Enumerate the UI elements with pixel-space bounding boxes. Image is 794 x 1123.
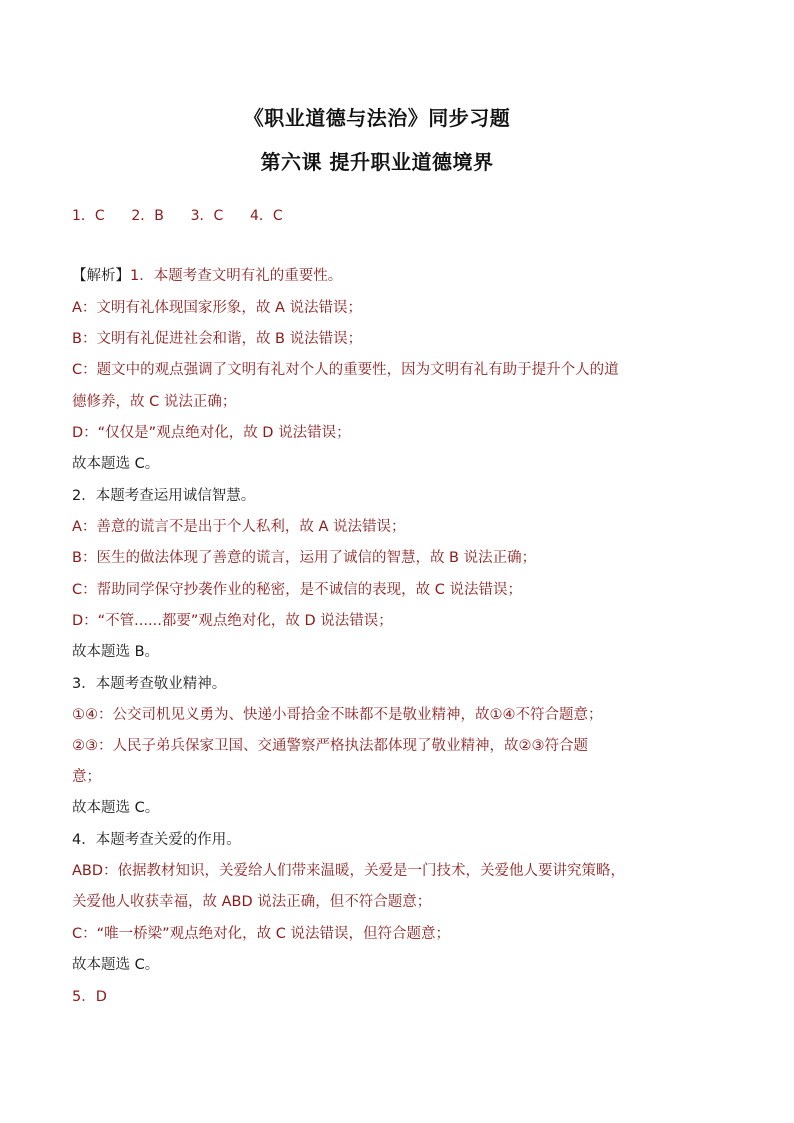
q4-option-c: C：“唯一桥梁”观点绝对化，故 C 说法错误，但符合题意； (72, 926, 450, 942)
q4-heading: 4．本题考查关爱的作用。 (72, 832, 241, 848)
q1-option-d: D：“仅仅是”观点绝对化，故 D 说法错误； (72, 425, 351, 441)
q1-head-text: 1．本题考查文明有礼的重要性。 (130, 268, 343, 284)
q2-option-d: D：“不管......都要”观点绝对化，故 D 说法错误； (72, 613, 393, 629)
q1-option-b: B：文明有礼促进社会和谐，故 B 说法错误； (72, 331, 363, 347)
q3-line2: ②③：人民子弟兵保家卫国、交通警察严格执法都体现了敬业精神，故②③符合题 (72, 738, 588, 754)
q5-answer: 5．D (72, 989, 107, 1005)
document-title: 《职业道德与法治》同步习题 (243, 106, 511, 130)
q1-option-c-line1: C：题文中的观点强调了文明有礼对个人的重要性，因为文明有礼有助于提升个人的道 (72, 362, 619, 378)
q3-heading: 3．本题考查敬业精神。 (72, 676, 227, 692)
q2-option-c: C：帮助同学保守抄袭作业的秘密，是不诚信的表现，故 C 说法错误； (72, 582, 522, 598)
q2-option-a: A：善意的谎言不是出于个人私利，故 A 说法错误； (72, 519, 406, 535)
q3-line3: 意； (72, 769, 101, 785)
q1-conclusion: 故本题选 C。 (72, 456, 160, 472)
lesson-subtitle: 第六课 提升职业道德境界 (260, 150, 494, 174)
q2-option-b: B：医生的做法体现了善意的谎言，运用了诚信的智慧，故 B 说法正确； (72, 550, 537, 566)
q2-conclusion: 故本题选 B。 (72, 644, 160, 660)
q1-option-a: A：文明有礼体现国家形象，故 A 说法错误； (72, 300, 363, 316)
q2-heading: 2．本题考查运用诚信智慧。 (72, 488, 256, 504)
q3-line1: ①④：公交司机见义勇为、快递小哥拾金不昧都不是敬业精神，故①④不符合题意； (72, 707, 603, 723)
q4-abd-line1: ABD：依据教材知识，关爱给人们带来温暖，关爱是一门技术，关爱他人要讲究策略， (72, 863, 626, 879)
analysis-label: 【解析】 (72, 268, 130, 284)
q1-heading (72, 266, 342, 286)
q3-conclusion: 故本题选 C。 (72, 800, 160, 816)
q1-option-c-line2: 德修养，故 C 说法正确； (72, 394, 237, 410)
answer-key: 1．C 2．B 3．C 4．C (72, 208, 283, 224)
q4-abd-line2: 关爱他人收获幸福，故 ABD 说法正确，但不符合题意； (72, 894, 432, 910)
q4-conclusion: 故本题选 C。 (72, 957, 160, 973)
